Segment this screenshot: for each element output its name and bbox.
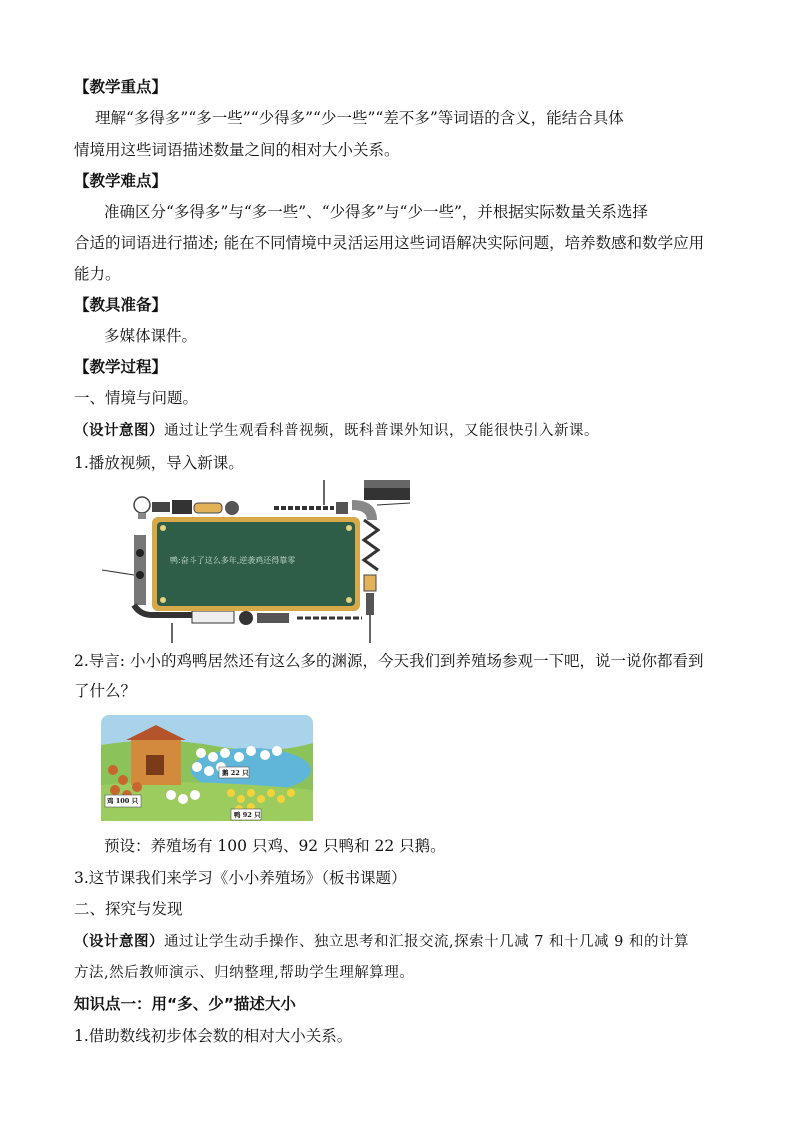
farm-illustration (101, 715, 313, 821)
design-note-2-label: （设计意图） (74, 933, 164, 950)
process-heading: 【教学过程】 (74, 358, 168, 376)
difficulties-line-1: 准确区分“多得多”与“多一些”、“少得多”与“少一些”，并根据实际数量关系选择 (104, 203, 648, 221)
tools-heading: 【教具准备】 (74, 296, 168, 314)
label-goose: 鹅 22 只 (222, 769, 249, 777)
knowledge-step-1: 1.借助数线初步体会数的相对大小关系。 (74, 1027, 353, 1045)
design-note-2 (74, 931, 689, 953)
knowledge-point-1: 知识点一：用“多、少”描述大小 (74, 995, 296, 1013)
key-points-line-2: 情境用这些词语描述数量之间的相对大小关系。 (74, 141, 400, 159)
tools-text: 多媒体课件。 (104, 327, 198, 345)
label-chicken: 鸡 100 只 (107, 797, 139, 805)
lightbulb-icon (134, 497, 150, 519)
design-note-1-text: 通过让学生观看科普视频，既科普课外知识，又能很快引入新课。 (164, 423, 599, 439)
part1-title: 一、情境与问题。 (74, 389, 199, 407)
key-points-heading: 【教学重点】 (74, 78, 168, 96)
key-points-line-1: 理解“多得多”“多一些”“少得多”“少一些”“差不多”等词语的含义，能结合具体 (95, 109, 624, 127)
design-note-2-line-1: 通过让学生动手操作、独立思考和汇报交流,探索十几减 7 和十几减 9 和的计算 (164, 934, 689, 950)
preset-text: 预设：养殖场有 100 只鸡、92 只鸭和 22 只鹅。 (104, 837, 446, 855)
step-2-line-1: 2.导言: 小小的鸡鸭居然还有这么多的渊源，今天我们到养殖场参观一下吧，说一说你都看到 (74, 652, 704, 670)
video-caption: 鸭:奋斗了这么多年,逆袭鸡还得靠零 (170, 556, 296, 565)
video-figure (102, 475, 414, 643)
step-1: 1.播放视频，导入新课。 (74, 454, 244, 472)
design-note-1 (74, 420, 599, 442)
step-2-line-2: 了什么？ (74, 682, 137, 700)
farm-figure (101, 715, 313, 821)
step-3: 3.这节课我们来学习《小小养殖场》（板书课题） (74, 869, 407, 887)
difficulties-heading: 【教学难点】 (74, 172, 168, 190)
part2-title: 二、探究与发现 (74, 900, 183, 918)
design-note-2-line-2: 方法,然后教师演示、归纳整理,帮助学生理解算理。 (74, 965, 415, 981)
label-duck: 鸭 92 只 (234, 811, 261, 819)
difficulties-line-3: 能力。 (74, 265, 121, 283)
difficulties-line-2: 合适的词语进行描述; 能在不同情境中灵活运用这些词语解决实际问题，培养数感和数学应用 (74, 234, 705, 252)
design-note-1-label: （设计意图） (74, 422, 164, 439)
